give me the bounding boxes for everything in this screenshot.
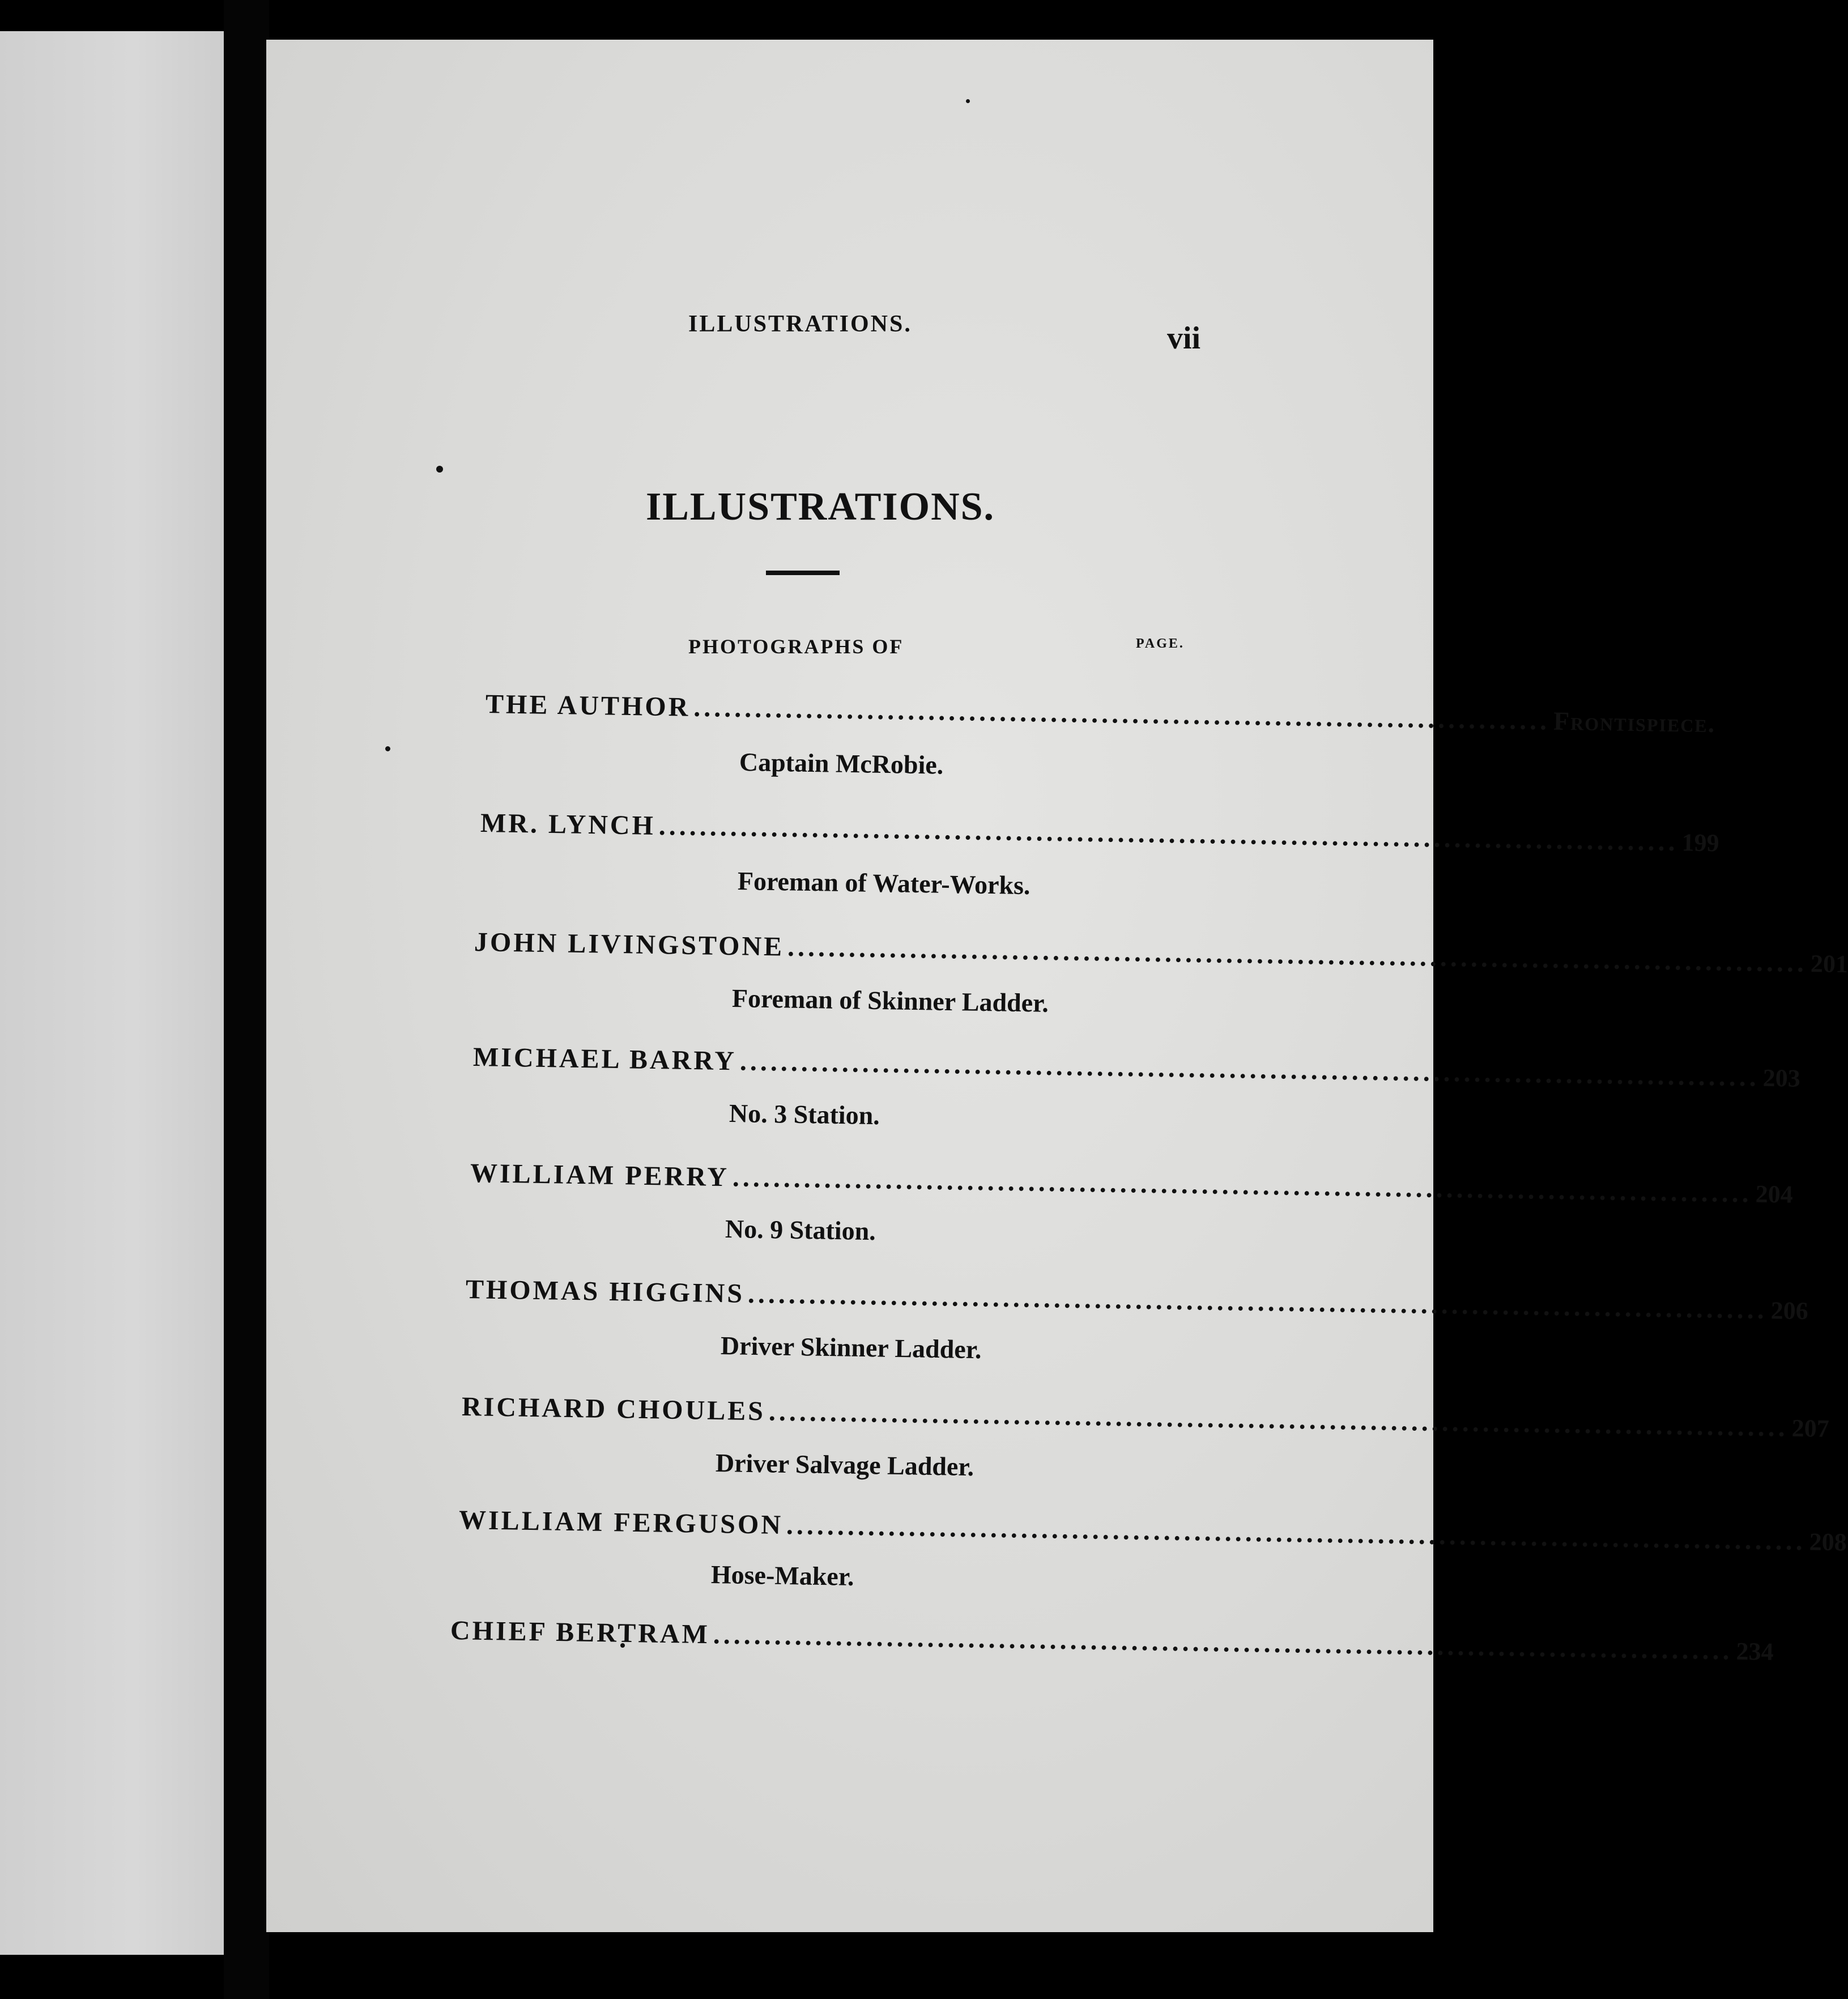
entry-name: WILLIAM FERGUSON xyxy=(458,1505,784,1540)
dot-leader: .................................................................................................... xyxy=(732,1162,1753,1209)
facing-page-left xyxy=(0,31,224,1955)
column-header-photographs: PHOTOGRAPHS OF xyxy=(688,635,904,658)
entry-page: 208 xyxy=(1809,1528,1847,1556)
entry-page: 204 xyxy=(1755,1180,1794,1209)
dot-leader: .................................................................................... xyxy=(693,692,1551,736)
entry-name: WILLIAM PERRY xyxy=(470,1158,730,1193)
title-rule xyxy=(766,571,840,575)
entry-name: MICHAEL BARRY xyxy=(472,1042,737,1077)
column-header-page: PAGE. xyxy=(1136,636,1185,651)
dot-leader: .................................................................................................... xyxy=(747,1278,1768,1325)
entry-subtitle: No. 3 Station. xyxy=(729,1099,880,1130)
ink-speck xyxy=(436,466,443,473)
entry-name: CHIEF BERTRAM xyxy=(450,1615,710,1650)
page-number: vii xyxy=(1167,321,1201,356)
dot-leader: .................................................................................................... xyxy=(739,1046,1760,1092)
entry-name: THE AUTHOR xyxy=(485,689,691,722)
dot-leader: .................................................................................................... xyxy=(786,1510,1807,1556)
dot-leader: .................................................................................................... xyxy=(768,1396,1789,1443)
running-head: ILLUSTRATIONS. xyxy=(688,311,912,337)
entry-subtitle: No. 9 Station. xyxy=(725,1214,876,1246)
entry-page: 201 xyxy=(1810,950,1848,979)
entry-name: RICHARD CHOULES xyxy=(461,1392,766,1427)
entry-subtitle: Captain McRobie. xyxy=(739,747,944,780)
entry-subtitle: Hose-Maker. xyxy=(710,1560,854,1591)
entry-page: 206 xyxy=(1770,1296,1809,1325)
ink-speck xyxy=(966,99,970,103)
entry-subtitle: Driver Skinner Ladder. xyxy=(720,1331,982,1364)
entry-page: 234 xyxy=(1736,1637,1774,1666)
entry-name: MR. LYNCH xyxy=(480,808,656,841)
entry-page: 203 xyxy=(1762,1064,1801,1092)
entry-subtitle: Foreman of Skinner Ladder. xyxy=(731,984,1049,1018)
entry-page: 207 xyxy=(1791,1414,1830,1443)
book-gutter xyxy=(224,0,269,1999)
ink-speck xyxy=(385,746,390,751)
page-title: ILLUSTRATIONS. xyxy=(646,485,995,529)
dot-leader: .................................................................................................... xyxy=(713,1619,1734,1666)
entry-name: THOMAS HIGGINS xyxy=(465,1274,745,1309)
entry-subtitle: Foreman of Water-Works. xyxy=(737,866,1031,900)
dot-leader: .................................................................................................... xyxy=(787,932,1808,978)
dot-leader: .................................................................................................... xyxy=(658,810,1679,857)
entry-subtitle: Driver Salvage Ladder. xyxy=(715,1448,974,1482)
entry-page: 199 xyxy=(1681,828,1720,857)
entry-page: Frontispiece. xyxy=(1553,706,1716,738)
entry-name: JOHN LIVINGSTONE xyxy=(474,927,785,962)
